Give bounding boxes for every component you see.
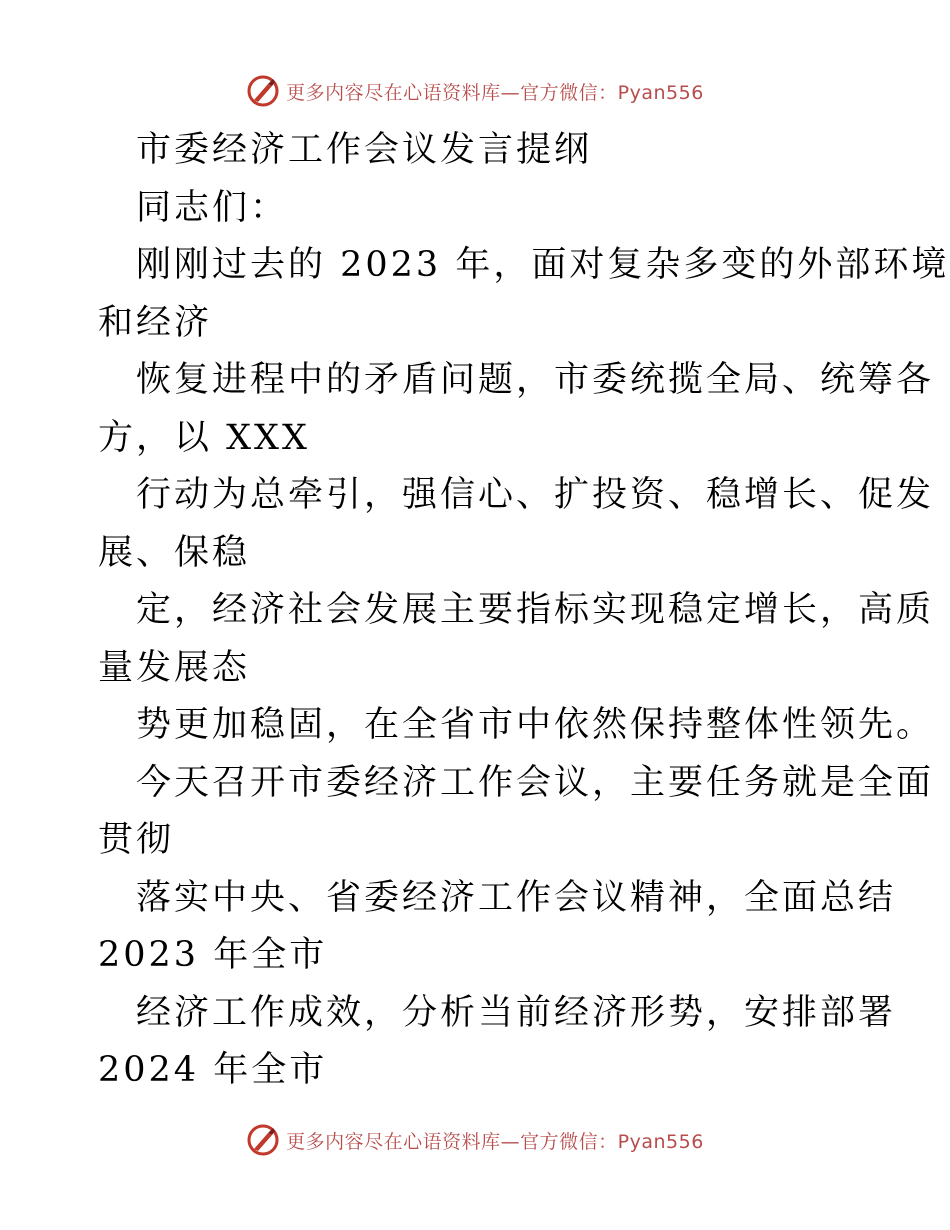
text-line: 落实中央、省委经济工作会议精神，全面总结 [136,877,897,918]
pen-logo-icon [246,74,280,108]
text-line: 2024 年全市 [98,1050,328,1090]
text-line: 量发展态 [98,647,251,688]
text-line: 贯彻 [98,820,175,860]
text-line: 经济工作成效，分析当前经济形势，安排部署 [136,992,897,1033]
text-line: 同志们： [136,187,289,228]
text-line: 方，以 XXX [98,417,310,458]
text-line: 展、保稳 [98,532,251,573]
footer-watermark-text: 更多内容尽在心语资料库—官方微信：Pyan556 [286,1130,704,1153]
text-line: 今天召开市委经济工作会议，主要任务就是全面 [136,762,935,803]
footer-watermark-banner [0,1120,950,1160]
text-line: 定，经济社会发展主要指标实现稳定增长，高质 [136,590,935,630]
header-watermark-banner [0,71,950,111]
document-body [98,122,950,1100]
text-line: 刚刚过去的 2023 年，面对复杂多变的外部环境 [136,245,950,285]
header-watermark-text: 更多内容尽在心语资料库—官方微信：Pyan556 [286,81,704,104]
text-line: 势更加稳固，在全省市中依然保持整体性领先。 [136,705,935,745]
text-line: 2023 年全市 [98,935,328,975]
document-title: 市委经济工作会议发言提纲 [136,130,593,170]
pen-logo-icon [246,1123,280,1157]
text-line: 行动为总牵引，强信心、扩投资、稳增长、促发 [136,475,935,515]
text-line: 和经济 [98,302,213,343]
text-line: 恢复进程中的矛盾问题，市委统揽全局、统筹各 [136,360,935,400]
